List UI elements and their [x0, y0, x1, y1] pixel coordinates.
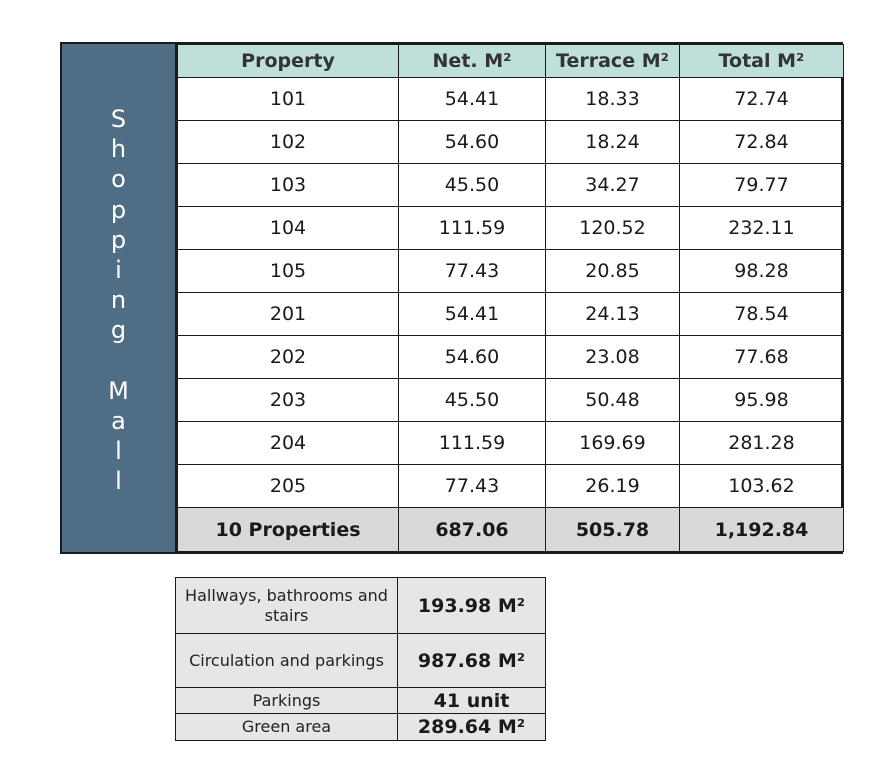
cell-terrace: 18.24 [546, 121, 680, 164]
summary-row [176, 634, 546, 688]
summary-value: 41 unit [398, 688, 546, 714]
cell-total: 232.11 [680, 207, 844, 250]
cell-net: 54.41 [399, 293, 546, 336]
cell-net: 45.50 [399, 164, 546, 207]
table-row [178, 422, 844, 465]
header-net-m2: Net. M² [399, 45, 546, 78]
sidebar-letter: a [111, 406, 126, 435]
sidebar-letter: h [110, 135, 127, 164]
cell-net: 54.60 [399, 336, 546, 379]
property-grid [177, 44, 844, 552]
cell-terrace: 24.13 [546, 293, 680, 336]
total-label: 10 Properties [178, 508, 399, 552]
table-row [178, 121, 844, 164]
summary-label: Circulation and parkings [176, 634, 398, 688]
summary-label: Green area [176, 714, 398, 741]
table-row [178, 465, 844, 508]
cell-net: 45.50 [399, 379, 546, 422]
cell-terrace: 18.33 [546, 78, 680, 121]
total-terrace: 505.78 [546, 508, 680, 552]
sidebar-letter: o [111, 165, 126, 194]
summary-value: 987.68 M² [398, 634, 546, 688]
summary-row [176, 578, 546, 634]
cell-terrace: 120.52 [546, 207, 680, 250]
sidebar-letter: i [115, 255, 122, 284]
summary-value: 289.64 M² [398, 714, 546, 741]
cell-terrace: 34.27 [546, 164, 680, 207]
total-net: 687.06 [399, 508, 546, 552]
property-table [60, 42, 843, 554]
table-row [178, 164, 844, 207]
sidebar-letter: g [110, 316, 127, 345]
cell-terrace: 169.69 [546, 422, 680, 465]
header-row [178, 45, 844, 78]
cell-total: 281.28 [680, 422, 844, 465]
cell-total: 98.28 [680, 250, 844, 293]
cell-total: 95.98 [680, 379, 844, 422]
header-property: Property [178, 45, 399, 78]
cell-property: 205 [178, 465, 399, 508]
cell-property: 203 [178, 379, 399, 422]
summary-row [176, 714, 546, 741]
total-row [178, 508, 844, 552]
cell-total: 77.68 [680, 336, 844, 379]
sidebar-shopping-mall [62, 44, 177, 552]
summary-label: Hallways, bathrooms and stairs [176, 578, 398, 634]
cell-total: 78.54 [680, 293, 844, 336]
cell-net: 77.43 [399, 250, 546, 293]
grid-body [178, 78, 844, 508]
sidebar-letter: S [110, 105, 127, 133]
cell-property: 105 [178, 250, 399, 293]
header-total-m2: Total M² [680, 45, 844, 78]
sidebar-label [62, 104, 175, 496]
table-row [178, 207, 844, 250]
cell-property: 201 [178, 293, 399, 336]
table-row [178, 379, 844, 422]
summary-table [175, 577, 546, 741]
cell-property: 204 [178, 422, 399, 465]
summary-label: Parkings [176, 688, 398, 714]
cell-total: 103.62 [680, 465, 844, 508]
cell-property: 102 [178, 121, 399, 164]
cell-terrace: 23.08 [546, 336, 680, 379]
cell-net: 77.43 [399, 465, 546, 508]
sidebar-letter: p [110, 225, 127, 254]
cell-net: 54.41 [399, 78, 546, 121]
cell-net: 111.59 [399, 207, 546, 250]
table-row [178, 78, 844, 121]
cell-property: 103 [178, 164, 399, 207]
table-row [178, 336, 844, 379]
table-row [178, 293, 844, 336]
summary-value: 193.98 M² [398, 578, 546, 634]
cell-terrace: 50.48 [546, 379, 680, 422]
sidebar-letter: l [115, 437, 122, 466]
cell-property: 101 [178, 78, 399, 121]
cell-property: 202 [178, 336, 399, 379]
cell-property: 104 [178, 207, 399, 250]
sidebar-letter: p [110, 195, 127, 224]
total-total: 1,192.84 [680, 508, 844, 552]
cell-total: 72.84 [680, 121, 844, 164]
header-terrace-m2: Terrace M² [546, 45, 680, 78]
summary-row [176, 688, 546, 714]
sidebar-letter: M [108, 376, 129, 405]
cell-terrace: 26.19 [546, 465, 680, 508]
cell-net: 54.60 [399, 121, 546, 164]
sidebar-letter: n [110, 286, 127, 315]
cell-net: 111.59 [399, 422, 546, 465]
sidebar-letter: l [115, 467, 122, 496]
cell-total: 79.77 [680, 164, 844, 207]
table-row [178, 250, 844, 293]
cell-total: 72.74 [680, 78, 844, 121]
cell-terrace: 20.85 [546, 250, 680, 293]
